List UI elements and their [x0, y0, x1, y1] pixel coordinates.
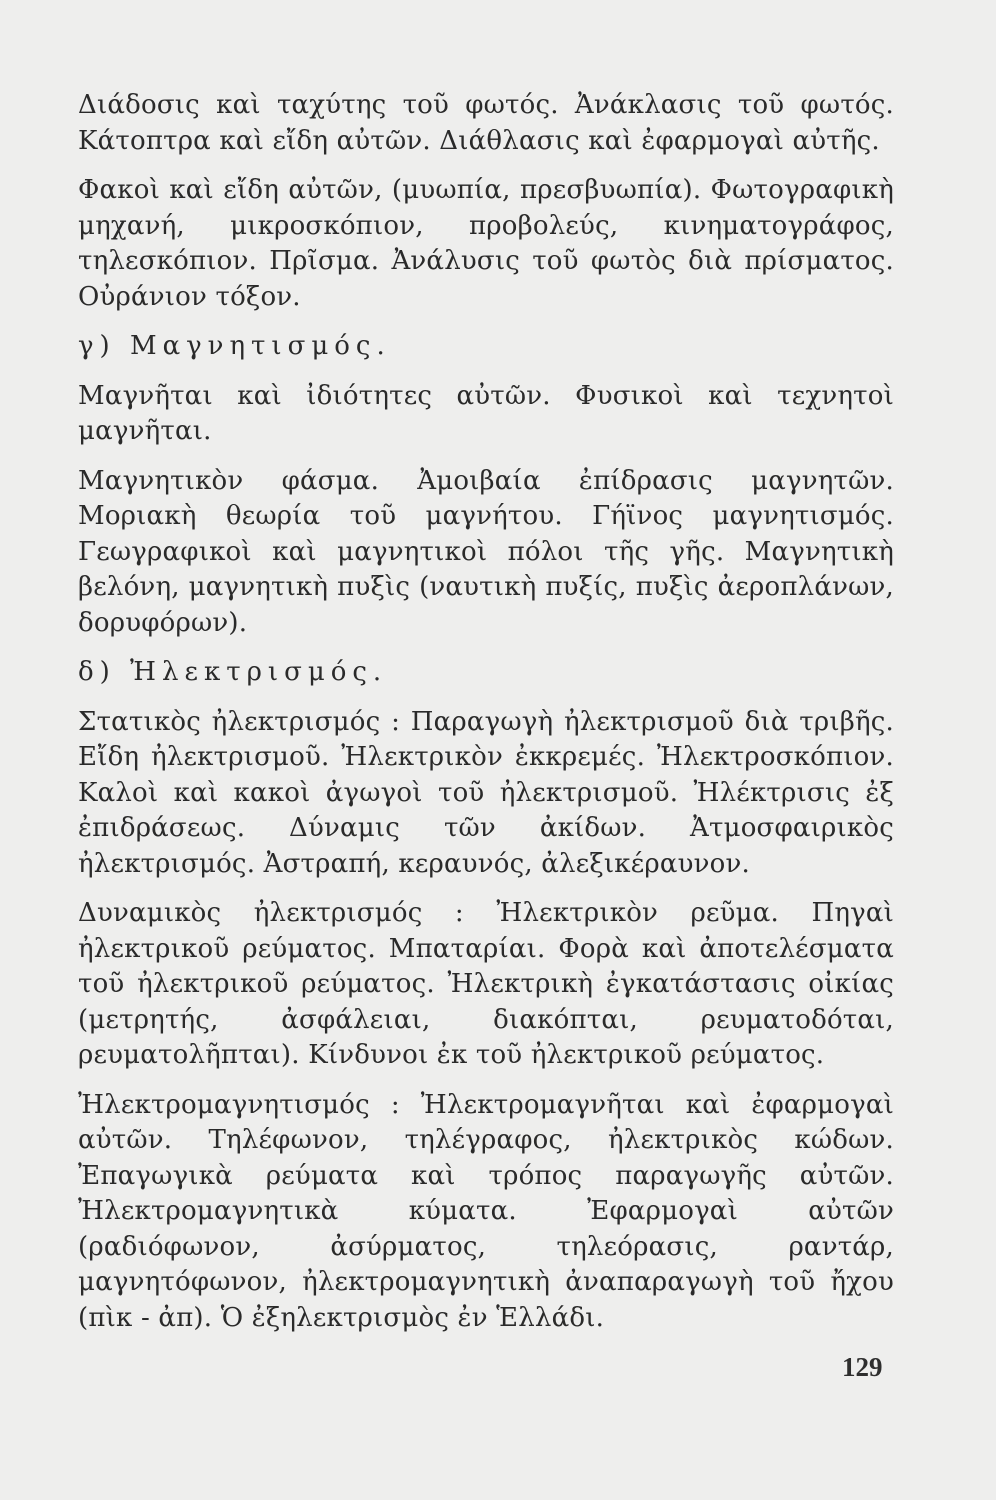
paragraph-magnetic-field: Μαγνητικὸν φάσμα. Ἀμοιβαία ἐπίδρασις μαγνητῶν. Μοριακὴ θεωρία τοῦ μαγνήτου. Γήϊνος μαγνητισμός. Γεωγραφικοὶ καὶ μαγνητικοὶ πόλοι τῆς γῆς. Μαγνητικὴ βελόνη, μαγνητικὴ πυξὶς (ναυτικὴ πυξίς, πυξὶς ἀεροπλάνων, δορυφόρων). — [78, 465, 894, 638]
section-heading-magnetism: γ) Μαγνητισμός. — [78, 331, 391, 361]
paragraph-electromagnetism: Ἠλεκτρομαγνητισμός : Ἠλεκτρομαγνῆται καὶ ἐφαρμογαὶ αὐτῶν. Τηλέφωνον, τηλέγραφος, ἠλεκτρικὸς κώδων. Ἐπαγωγικὰ ρεύματα καὶ τρόπος παραγωγῆς αὐτῶν. Ἠλεκτρομαγνητικὰ κύματα. Ἐφαρμογαὶ αὐτῶν (ραδιόφωνον, ἀσύρματος, τηλεόρασις, ραντάρ, μαγνητόφωνον, ἠλεκτρομαγνητικὴ ἀναπαραγωγὴ τοῦ ἤχου (πὶκ - ἀπ). Ὁ ἐξηλεκτρισμὸς ἐν Ἑλλάδι. — [78, 1089, 894, 1333]
paragraph-light-propagation: Διάδοσις καὶ ταχύτης τοῦ φωτός. Ἀνάκλασις τοῦ φωτός. Κάτοπτρα καὶ εἴδη αὐτῶν. Διάθλασις καὶ ἐφαρμογαὶ αὐτῆς. — [78, 90, 894, 156]
paragraph-static-electricity: Στατικὸς ἠλεκτρισμός : Παραγωγὴ ἠλεκτρισμοῦ διὰ τριβῆς. Εἴδη ἠλεκτρισμοῦ. Ἠλεκτρικὸν ἐκκρεμές. Ἠλεκτροσκόπιον. Καλοὶ καὶ κακοὶ ἀγωγοὶ τοῦ ἠλεκτρισμοῦ. Ἠλέκτρισις ἐξ ἐπιδράσεως. Δύναμις τῶν ἀκίδων. Ἀτμοσφαιρικὸς ἠλεκτρισμός. Ἀστραπή, κεραυνός, ἀλεξικέραυνον. — [78, 706, 894, 879]
section-heading-electricity: δ) Ἠλεκτρισμός. — [78, 657, 388, 687]
page-number: 129 — [842, 1352, 883, 1382]
paragraph-lenses: Φακοὶ καὶ εἴδη αὐτῶν, (μυωπία, πρεσβυωπία). Φωτογραφικὴ μηχανή, μικροσκόπιον, προβολεύς, κινηματογράφος, τηλεσκόπιον. Πρῖσμα. Ἀνάλυσις τοῦ φωτὸς διὰ πρίσματος. Οὐράνιον τόξον. — [78, 175, 894, 312]
paragraph-magnets: Μαγνῆται καὶ ἰδιότητες αὐτῶν. Φυσικοὶ καὶ τεχνητοὶ μαγνῆται. — [78, 380, 894, 446]
page-body-text — [78, 88, 894, 1350]
paragraph-dynamic-electricity: Δυναμικὸς ἠλεκτρισμός : Ἠλεκτρικὸν ρεῦμα. Πηγαὶ ἠλεκτρικοῦ ρεύματος. Μπαταρίαι. Φορὰ καὶ ἀποτελέσματα τοῦ ἠλεκτρικοῦ ρεύματος. Ἠλεκτρικὴ ἐγκατάστασις οἰκίας (μετρητής, ἀσφάλειαι, διακόπται, ρευματοδόται, ρευματολῆπται). Κίνδυνοι ἐκ τοῦ ἠλεκτρικοῦ ρεύματος. — [78, 898, 894, 1070]
